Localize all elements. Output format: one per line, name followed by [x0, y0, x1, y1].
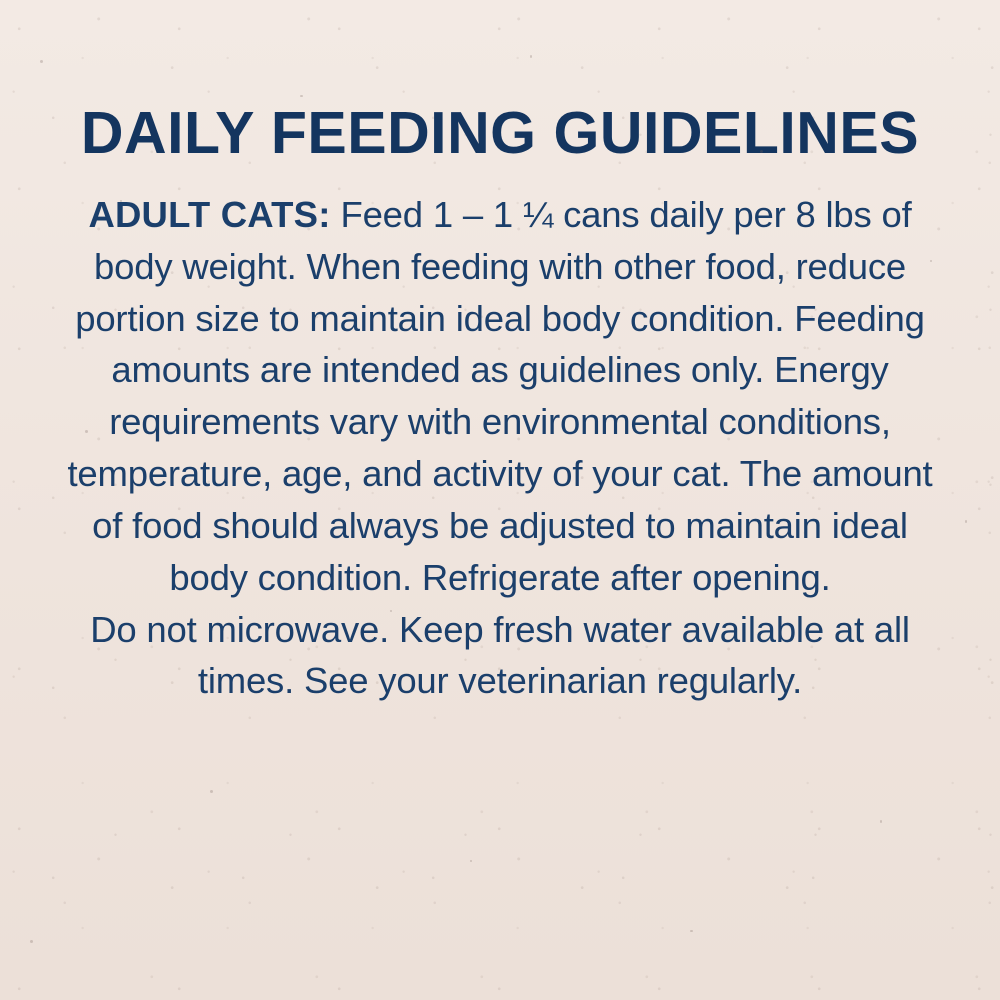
texture-speck	[40, 60, 43, 63]
page-title: DAILY FEEDING GUIDELINES	[80, 100, 920, 166]
texture-speck	[30, 940, 33, 943]
feeding-instructions	[55, 165, 945, 707]
texture-speck	[690, 930, 693, 932]
texture-speck	[210, 790, 213, 793]
texture-speck	[965, 520, 967, 523]
adult-cats-label: ADULT CATS:	[88, 193, 331, 235]
texture-speck	[470, 860, 472, 862]
feeding-paragraph-1: Feed 1 – 1 ¼ cans daily per 8 lbs of body weight. When feeding with other food, reduce portion size to maintain ideal body condition. Feeding amounts are intended as guidelines only. Energy requirements vary with environmental conditions, temperature, age, and activity of your cat. The amount of food should always be adjusted to maintain ideal body condition. Refrigerate after opening.	[67, 193, 933, 598]
feeding-paragraph-2: Do not microwave. Keep fresh water available at all times. See your veterinarian regularly.	[90, 608, 910, 702]
texture-speck	[880, 820, 882, 823]
